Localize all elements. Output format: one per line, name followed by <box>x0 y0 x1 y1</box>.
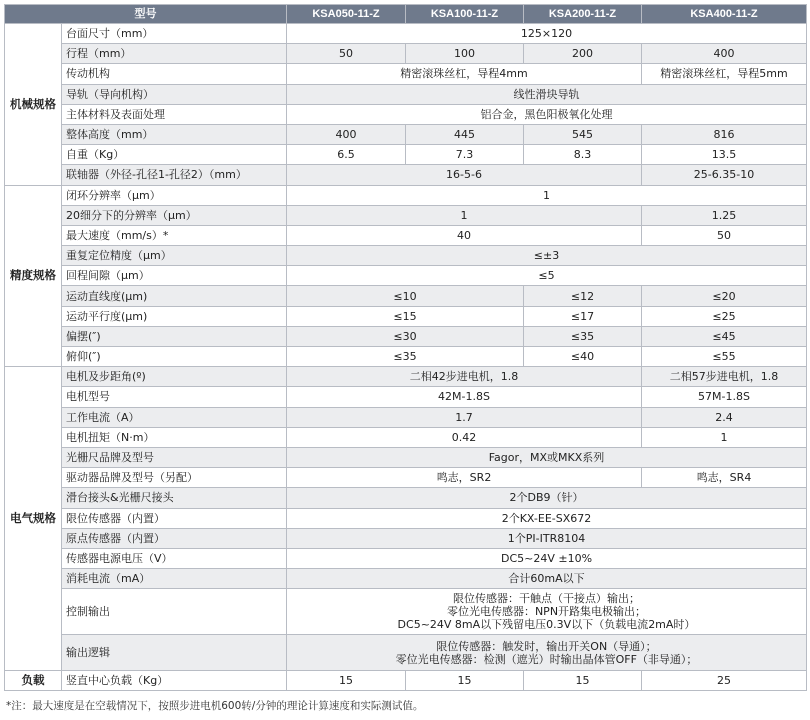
param-label: 行程（mm） <box>62 44 287 64</box>
spec-row <box>5 326 807 346</box>
param-label: 自重（Kg） <box>62 145 287 165</box>
spec-row <box>5 185 807 205</box>
param-label: 偏摆(″) <box>62 326 287 346</box>
value-cell: ≤30 <box>287 326 524 346</box>
value-cell: 40 <box>287 225 642 245</box>
group-label: 机械规格 <box>5 24 62 186</box>
value-line: 限位传感器：干触点（干接点）输出； <box>453 592 640 606</box>
header-model-label: 型号 <box>5 5 287 24</box>
value-cell: 1.7 <box>287 407 642 427</box>
value-cell: 鸣志，SR2 <box>287 468 642 488</box>
value-cell: ≤±3 <box>287 246 807 266</box>
value-cell: 7.3 <box>406 145 524 165</box>
value-cell: 2.4 <box>642 407 807 427</box>
spec-row <box>5 407 807 427</box>
spec-row <box>5 447 807 467</box>
param-label: 主体材料及表面处理 <box>62 104 287 124</box>
value-cell: 13.5 <box>642 145 807 165</box>
spec-row <box>5 548 807 568</box>
param-label: 俯仰(″) <box>62 347 287 367</box>
param-label: 传动机构 <box>62 64 287 84</box>
param-label: 回程间隙（μm） <box>62 266 287 286</box>
header-model-3: KSA200-11-Z <box>524 5 642 24</box>
value-cell: 2个DB9（针） <box>287 488 807 508</box>
param-label: 重复定位精度（μm） <box>62 246 287 266</box>
value-cell: 1 <box>287 205 642 225</box>
param-label: 导轨（导向机构） <box>62 84 287 104</box>
value-cell: 42M-1.8S <box>287 387 642 407</box>
spec-row <box>5 124 807 144</box>
value-cell: 16-5-6 <box>287 165 642 185</box>
spec-row <box>5 64 807 84</box>
value-cell: ≤25 <box>642 306 807 326</box>
param-label: 联轴器（外径-孔径1-孔径2）（mm） <box>62 165 287 185</box>
value-cell: 二相42步进电机，1.8 <box>287 367 642 387</box>
param-label: 整体高度（mm） <box>62 124 287 144</box>
spec-row <box>5 286 807 306</box>
value-cell: 1个PI-ITR8104 <box>287 528 807 548</box>
param-label: 限位传感器（内置） <box>62 508 287 528</box>
spec-row <box>5 589 807 635</box>
value-cell: 445 <box>406 124 524 144</box>
value-cell: 精密滚珠丝杠，导程5mm <box>642 64 807 84</box>
spec-row <box>5 468 807 488</box>
spec-row <box>5 84 807 104</box>
param-label: 竖直中心负载（Kg） <box>62 671 287 691</box>
param-label: 台面尺寸（mm） <box>62 24 287 44</box>
header-model-2: KSA100-11-Z <box>406 5 524 24</box>
value-cell <box>287 635 807 671</box>
value-cell: 1 <box>287 185 807 205</box>
value-cell: 二相57步进电机，1.8 <box>642 367 807 387</box>
value-line: 限位传感器：触发时，输出开关ON（导通）； <box>436 639 657 653</box>
value-cell: 6.5 <box>287 145 406 165</box>
spec-row <box>5 367 807 387</box>
param-label: 工作电流（A） <box>62 407 287 427</box>
value-cell: 铝合金，黑色阳极氧化处理 <box>287 104 807 124</box>
spec-row <box>5 306 807 326</box>
spec-sheet <box>4 4 806 713</box>
value-cell: 200 <box>524 44 642 64</box>
param-label: 滑台接头&光栅尺接头 <box>62 488 287 508</box>
spec-row <box>5 508 807 528</box>
value-cell: 816 <box>642 124 807 144</box>
param-label: 控制输出 <box>62 589 287 635</box>
value-cell: ≤15 <box>287 306 524 326</box>
value-cell: ≤12 <box>524 286 642 306</box>
param-label: 传感器电源电压（V） <box>62 548 287 568</box>
spec-row <box>5 44 807 64</box>
header-model-1: KSA050-11-Z <box>287 5 406 24</box>
value-cell: Fagor，MX或MKX系列 <box>287 447 807 467</box>
value-cell: 8.3 <box>524 145 642 165</box>
value-cell: 400 <box>287 124 406 144</box>
footnote: *注：最大速度是在空载情况下，按照步进电机600转/分钟的理论计算速度和实际测试值。 <box>6 700 424 713</box>
param-label: 电机型号 <box>62 387 287 407</box>
spec-row <box>5 24 807 44</box>
param-label: 消耗电流（mA） <box>62 569 287 589</box>
value-cell: 合计60mA以下 <box>287 569 807 589</box>
value-cell: ≤10 <box>287 286 524 306</box>
spec-row <box>5 246 807 266</box>
param-label: 20细分下的分辨率（μm） <box>62 205 287 225</box>
param-label: 最大速度（mm/s）* <box>62 225 287 245</box>
value-cell: 545 <box>524 124 642 144</box>
value-cell: 100 <box>406 44 524 64</box>
param-label: 闭环分辨率（μm） <box>62 185 287 205</box>
spec-row <box>5 104 807 124</box>
spec-row <box>5 145 807 165</box>
param-label: 原点传感器（内置） <box>62 528 287 548</box>
value-cell: 15 <box>406 671 524 691</box>
header-model-4: KSA400-11-Z <box>642 5 807 24</box>
value-line: DC5~24V 8mA以下残留电压0.3V以下（负载电流2mA时） <box>397 618 696 632</box>
value-cell: 2个KX-EE-SX672 <box>287 508 807 528</box>
value-cell: ≤35 <box>287 347 524 367</box>
value-cell: ≤55 <box>642 347 807 367</box>
value-cell: ≤40 <box>524 347 642 367</box>
spec-row <box>5 225 807 245</box>
spec-row <box>5 165 807 185</box>
value-cell: ≤5 <box>287 266 807 286</box>
value-cell: 25-6.35-10 <box>642 165 807 185</box>
param-label: 光栅尺品牌及型号 <box>62 447 287 467</box>
value-cell: 1 <box>642 427 807 447</box>
spec-row <box>5 569 807 589</box>
value-cell: 1.25 <box>642 205 807 225</box>
value-cell: 15 <box>287 671 406 691</box>
spec-body <box>5 24 807 691</box>
spec-row <box>5 387 807 407</box>
value-cell <box>287 589 807 635</box>
value-cell: 0.42 <box>287 427 642 447</box>
value-cell: 50 <box>287 44 406 64</box>
value-cell: 57M-1.8S <box>642 387 807 407</box>
spec-row <box>5 488 807 508</box>
param-label: 电机及步距角(º) <box>62 367 287 387</box>
spec-row <box>5 205 807 225</box>
value-cell: 50 <box>642 225 807 245</box>
spec-row <box>5 347 807 367</box>
param-label: 运动平行度(μm) <box>62 306 287 326</box>
value-cell: ≤17 <box>524 306 642 326</box>
value-cell: 精密滚珠丝杠，导程4mm <box>287 64 642 84</box>
value-cell: DC5~24V ±10% <box>287 548 807 568</box>
group-label: 电气规格 <box>5 367 62 671</box>
value-cell: 400 <box>642 44 807 64</box>
header-row <box>5 5 807 24</box>
spec-row <box>5 635 807 671</box>
value-cell: ≤45 <box>642 326 807 346</box>
param-label: 输出逻辑 <box>62 635 287 671</box>
value-cell: 线性滑块导轨 <box>287 84 807 104</box>
value-cell: ≤20 <box>642 286 807 306</box>
value-cell: ≤35 <box>524 326 642 346</box>
spec-row <box>5 266 807 286</box>
param-label: 驱动器品牌及型号（另配） <box>62 468 287 488</box>
value-cell: 25 <box>642 671 807 691</box>
value-cell: 15 <box>524 671 642 691</box>
spec-row <box>5 528 807 548</box>
value-cell: 125×120 <box>287 24 807 44</box>
spec-row <box>5 671 807 691</box>
value-cell: 鸣志，SR4 <box>642 468 807 488</box>
value-line: 零位光电传感器：NPN开路集电极输出； <box>446 605 647 619</box>
group-label: 负载 <box>5 671 62 691</box>
value-line: 零位光电传感器：检测（遮光）时输出晶体管OFF（非导通）； <box>395 652 698 666</box>
group-label: 精度规格 <box>5 185 62 367</box>
param-label: 电机扭矩（N·m） <box>62 427 287 447</box>
spec-table <box>4 4 807 691</box>
spec-row <box>5 427 807 447</box>
param-label: 运动直线度(μm) <box>62 286 287 306</box>
